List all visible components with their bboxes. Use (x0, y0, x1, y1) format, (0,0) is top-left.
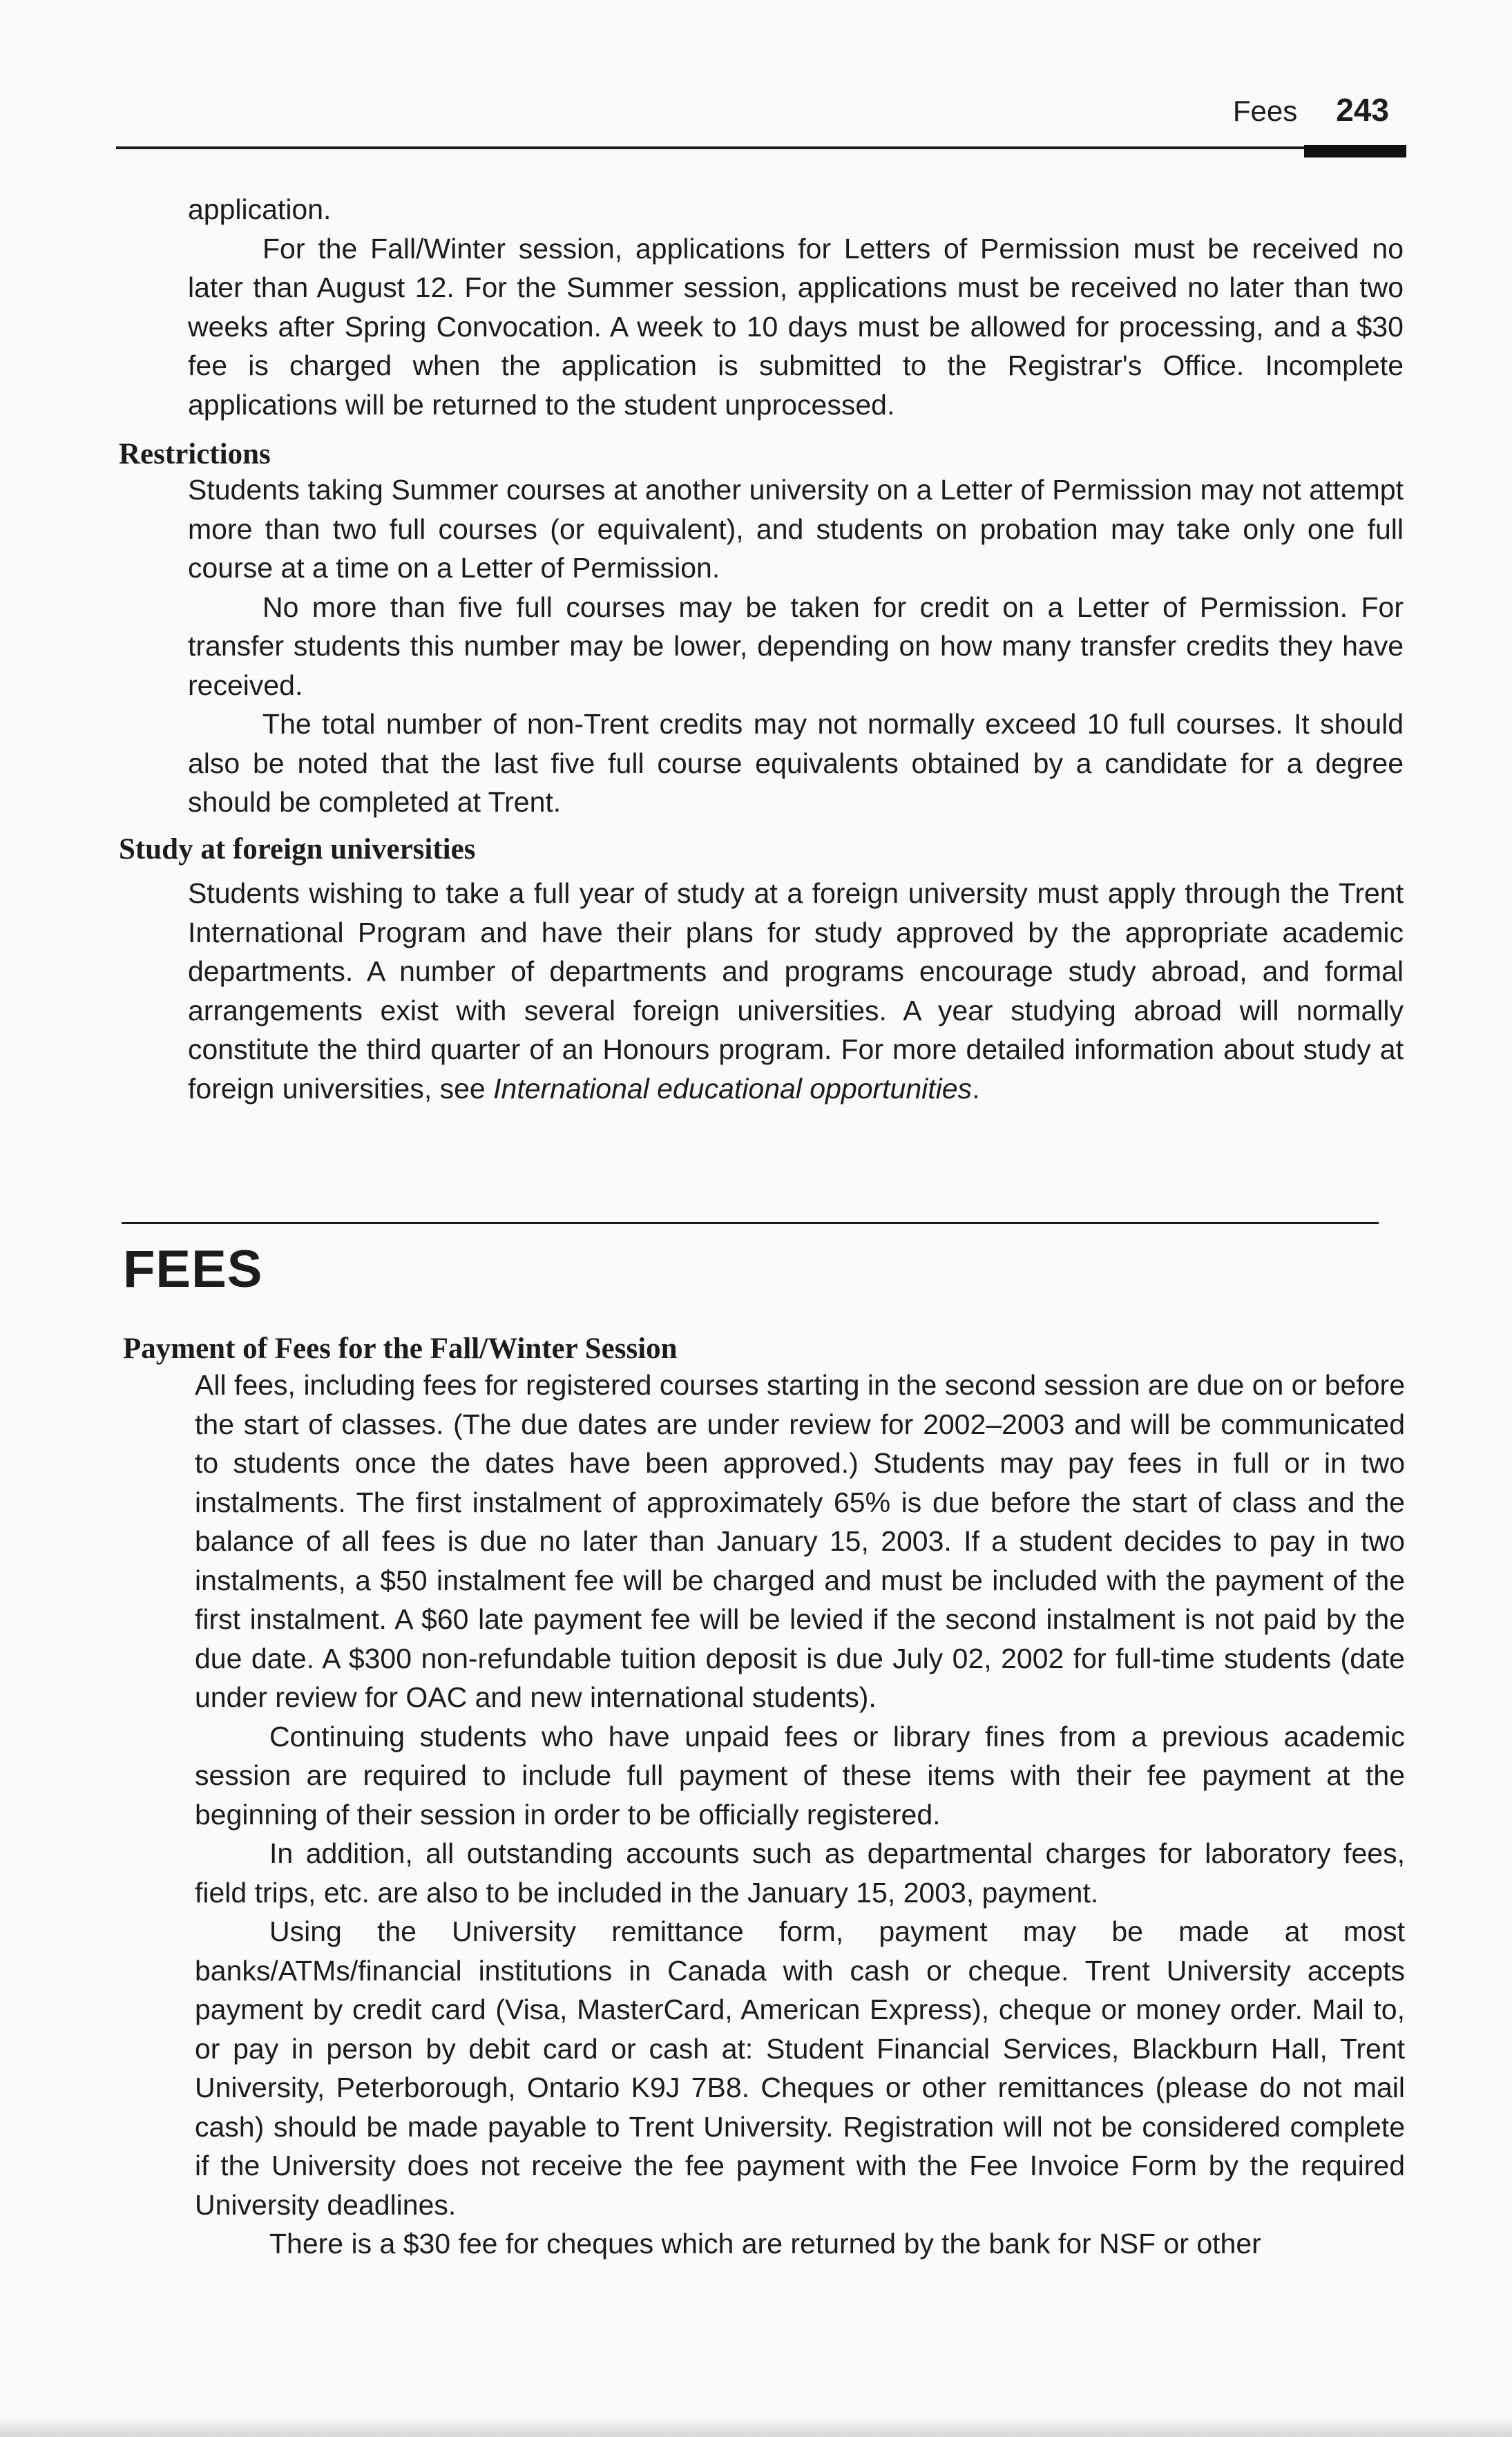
fees-paragraph-2: Continuing students who have unpaid fees or library fines from a previous academic session are required to include full payment of these items with their fee payment at the beginning of their session in order to be officially registered. (195, 1720, 1405, 1831)
running-header (1233, 91, 1389, 128)
payment-heading: Payment of Fees for the Fall/Winter Session (123, 1332, 678, 1365)
fees-paragraph-3: In addition, all outstanding accounts such as departmental charges for laboratory fees, field trips, etc. are also to be included in the January 15, 2003, payment. (195, 1837, 1405, 1909)
foreign-study-heading: Study at foreign universities (119, 833, 476, 866)
header-rule-tab (1304, 145, 1406, 157)
fees-paragraph-4: Using the University remittance form, payment may be made at most banks/ATMs/financial institutions in Canada with cash or cheque. Trent University accepts payment by credit card (Visa, MasterCard, American Express), cheque or money order. Mail to, or pay in person by debit card or cash at: Student Financial Services, Blackburn Hall, Trent University, Peterborough, Ontario K9J 7B8. Cheques or other remittances (please do not mail cash) should be made payable to Trent University. Registration will not be considered complete if the University does not receive the fee payment with the Fee Invoice Form by the required University deadlines. (195, 1915, 1405, 2221)
continuation-paragraph-1: application. (188, 193, 332, 225)
running-header-section: Fees (1232, 95, 1298, 127)
restrictions-paragraph-1: Students taking Summer courses at another university on a Letter of Permission may not attempt more than two full courses (or equivalent), and students on probation may take only one full course at a time on a Letter of Permission. (188, 474, 1404, 584)
foreign-study-text: Students wishing to take a full year of study at a foreign university must apply through the Trent International Program and have their plans for study approved by the appropriate academic departments. A number of departments and programs encourage study abroad, and formal arrangements exist with several foreign universities. A year studying abroad will normally constitute the third quarter of an Honours program. For more detailed information about study at foreign universities, see (188, 877, 1404, 1105)
restrictions-paragraph-3: The total number of non-Trent credits may not normally exceed 10 full courses. It should also be noted that the last five full course equivalents obtained by a candidate for a degree should be completed at Trent. (188, 708, 1404, 818)
fees-paragraph-1: All fees, including fees for registered courses starting in the second session are due on or before the start of classes. (The due dates are under review for 2002–2003 and will be communicated to students once the dates have been approved.) Students may pay fees in full or in two instalments. The first instalment of approximately 65% is due before the start of class and the balance of all fees is due no later than January 15, 2003. If a student decides to pay in two instalments, a $50 instalment fee will be charged and must be included with the payment of the first instalment. A $60 late payment fee will be levied if the second instalment is not paid by the due date. A $300 non-refundable tuition deposit is due July 02, 2002 for full-time students (date under review for OAC and new international students). (195, 1369, 1405, 1713)
continuation-paragraph-2: For the Fall/Winter session, applications for Letters of Permission must be received no later than August 12. For the Summer session, applications must be received no later than two weeks after Spring Convocation. A week to 10 days must be allowed for processing, and a $30 fee is charged when the application is submitted to the Registrar's Office. Incomplete applications will be returned to the student unprocessed. (188, 232, 1404, 421)
restrictions-block (188, 470, 1404, 822)
fees-block (195, 1366, 1405, 2264)
scan-edge-shadow (0, 2416, 1512, 2437)
section-divider (122, 1222, 1379, 1224)
restrictions-heading: Restrictions (119, 438, 271, 470)
foreign-study-block (188, 874, 1404, 1108)
fees-section-title: FEES (123, 1240, 263, 1299)
foreign-study-end: . (972, 1072, 980, 1105)
restrictions-paragraph-2: No more than five full courses may be taken for credit on a Letter of Permission. For transfer students this number may be lower, depending on how many transfer credits they have received. (188, 591, 1404, 701)
page-number: 243 (1336, 92, 1389, 128)
foreign-study-reference: International educational opportunities (493, 1072, 973, 1105)
foreign-study-paragraph (188, 874, 1404, 1108)
continuation-block (188, 190, 1404, 424)
fees-paragraph-5: There is a $30 fee for cheques which are returned by the bank for NSF or other (269, 2228, 1261, 2259)
header-rule (116, 146, 1406, 149)
